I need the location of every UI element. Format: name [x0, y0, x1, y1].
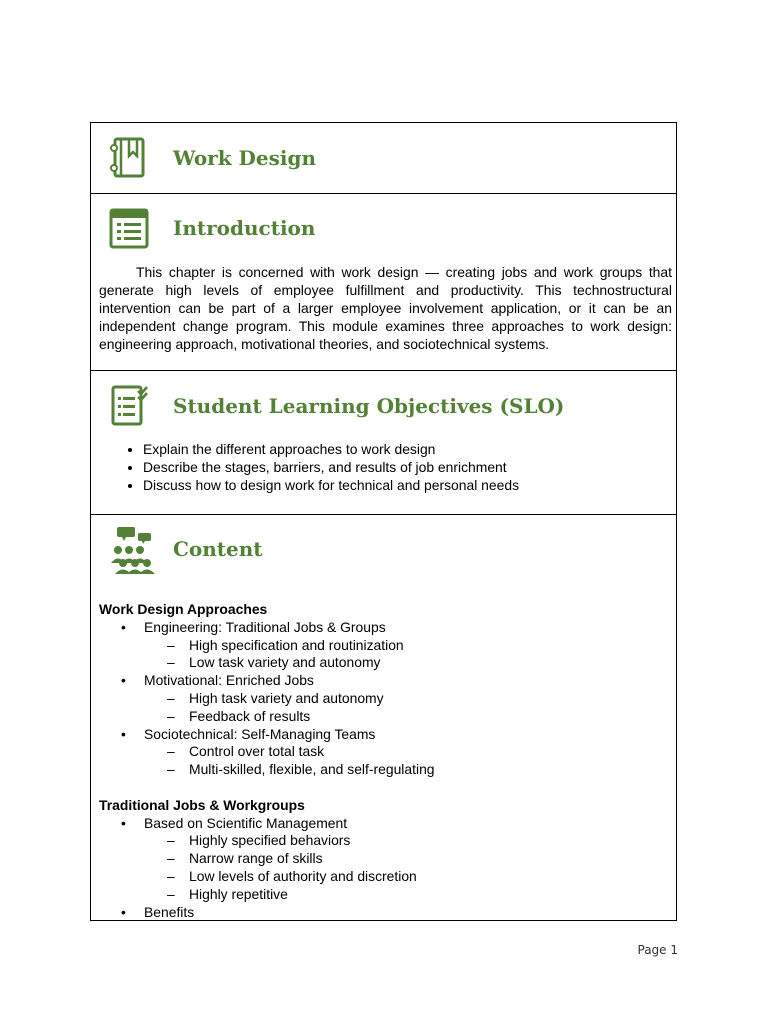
- sub-list-item: – Highly specified behaviors: [99, 832, 669, 850]
- team-presentation-icon: [107, 525, 157, 575]
- list-item: • Describe the stages, barriers, and results of job enrichment: [143, 458, 519, 476]
- list-item: • Motivational: Enriched Jobs: [99, 672, 669, 690]
- introduction-section: [91, 194, 676, 371]
- sub-list-item: – Highly repetitive: [99, 886, 669, 904]
- content-body: [99, 601, 669, 921]
- page-number: Page 1: [637, 943, 678, 957]
- section-title-slo: Student Learning Objectives (SLO): [173, 394, 565, 418]
- sub-list-item: – Feedback of results: [99, 708, 669, 726]
- content-frame: [90, 122, 677, 921]
- section-title-work-design: Work Design: [173, 146, 316, 170]
- sub-list-item: – Multi-skilled, flexible, and self-regulating: [99, 761, 669, 779]
- slo-section: [91, 371, 676, 515]
- list-item: • Based on Scientific Management: [99, 815, 669, 833]
- work-design-section: [91, 123, 676, 194]
- section-title-content: Content: [173, 537, 263, 561]
- slo-list: [121, 440, 519, 494]
- list-item: • Discuss how to design work for technical and personal needs: [143, 476, 519, 494]
- content-section: [91, 515, 676, 920]
- introduction-paragraph: [99, 263, 672, 353]
- sub-list-item: – High task variety and autonomy: [99, 690, 669, 708]
- bookmark-book-icon: [107, 136, 151, 180]
- sub-list-item: – Low task variety and autonomy: [99, 654, 669, 672]
- sub-list-item: – Low levels of authority and discretion: [99, 868, 669, 886]
- introduction-text: This chapter is concerned with work design — creating jobs and work groups that generate high levels of employee fulfillment and productivity. This technostructural intervention can be part of a larger employee involvement application, or it can be an independent change program. This module examines three approaches to work design: engineering approach, motivational theories, and sociotechnical systems.: [99, 264, 672, 352]
- approaches-heading: Work Design Approaches: [99, 601, 268, 617]
- sub-list-item: – Control over total task: [99, 743, 669, 761]
- spacer: [99, 779, 669, 797]
- list-item: • Sociotechnical: Self-Managing Teams: [99, 726, 669, 744]
- sub-list-item: – High specification and routinization: [99, 637, 669, 655]
- list-item: • Engineering: Traditional Jobs & Groups: [99, 619, 669, 637]
- sub-list-item: – Narrow range of skills: [99, 850, 669, 868]
- checklist-icon: [107, 383, 151, 427]
- document-list-icon: [107, 206, 151, 250]
- section-title-introduction: Introduction: [173, 216, 316, 240]
- list-item: • Benefits: [99, 904, 669, 922]
- list-item: • Explain the different approaches to work design: [143, 440, 519, 458]
- traditional-heading: Traditional Jobs & Workgroups: [99, 796, 305, 813]
